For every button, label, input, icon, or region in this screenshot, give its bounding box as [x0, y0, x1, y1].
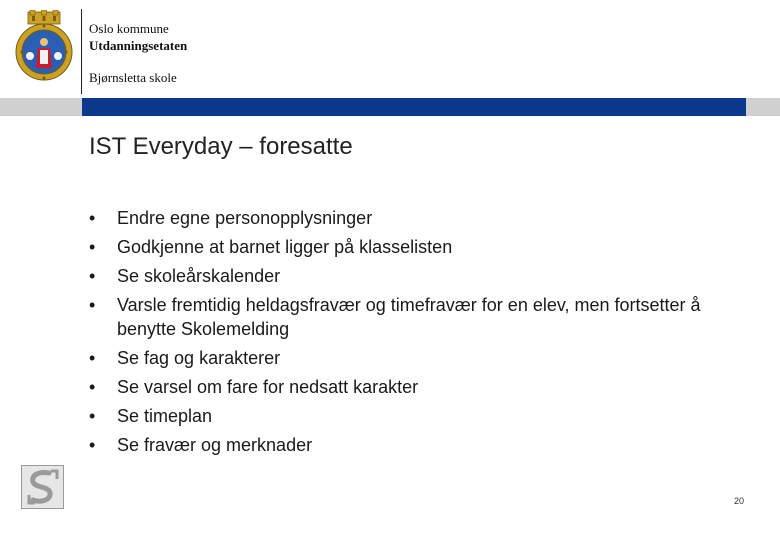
bullet-symbol: • [89, 266, 96, 286]
bullet-text: Se fravær og merknader [117, 435, 313, 455]
bullet-text: Se varsel om fare for nedsatt karakter [117, 377, 419, 397]
bullet-symbol: • [89, 406, 96, 426]
bullet-symbol: • [89, 208, 96, 228]
page-number: 20 [733, 496, 744, 506]
bullet-item [89, 375, 709, 399]
bullet-item [89, 346, 709, 370]
bullet-item [89, 264, 709, 288]
slide-title: IST Everyday – foresatte [89, 133, 353, 160]
bullet-text: Se skoleårskalender [117, 266, 281, 286]
org-name: Oslo kommune [89, 21, 169, 36]
header-divider [81, 9, 82, 94]
organization-name-block [89, 20, 187, 54]
bullet-text: Varsle fremtidig heldagsfravær og timefravær for en elev, men fortsetter å benytte Skolemelding [117, 295, 701, 339]
bullet-symbol: • [89, 435, 96, 455]
bullet-text: Godkjenne at barnet ligger på klasselisten [117, 237, 453, 257]
bullet-item [89, 235, 709, 259]
bullet-item [89, 404, 709, 428]
bullet-text: Se timeplan [117, 406, 213, 426]
bullet-item [89, 433, 709, 457]
bullet-text: Se fag og karakterer [117, 348, 281, 368]
bullet-symbol: • [89, 377, 96, 397]
oslo-coat-of-arms-icon [14, 10, 74, 82]
bullet-item [89, 293, 709, 341]
bullet-symbol: • [89, 295, 96, 315]
bullet-symbol: • [89, 348, 96, 368]
school-name: Bjørnsletta skole [89, 70, 177, 85]
bullet-list [89, 206, 709, 462]
department-name: Utdanningsetaten [89, 38, 188, 53]
header-band-blue [82, 98, 746, 116]
oslo-kommune-emblem-icon [21, 465, 64, 509]
bullet-item [89, 206, 709, 230]
bullet-symbol: • [89, 237, 96, 257]
bullet-text: Endre egne personopplysninger [117, 208, 373, 228]
